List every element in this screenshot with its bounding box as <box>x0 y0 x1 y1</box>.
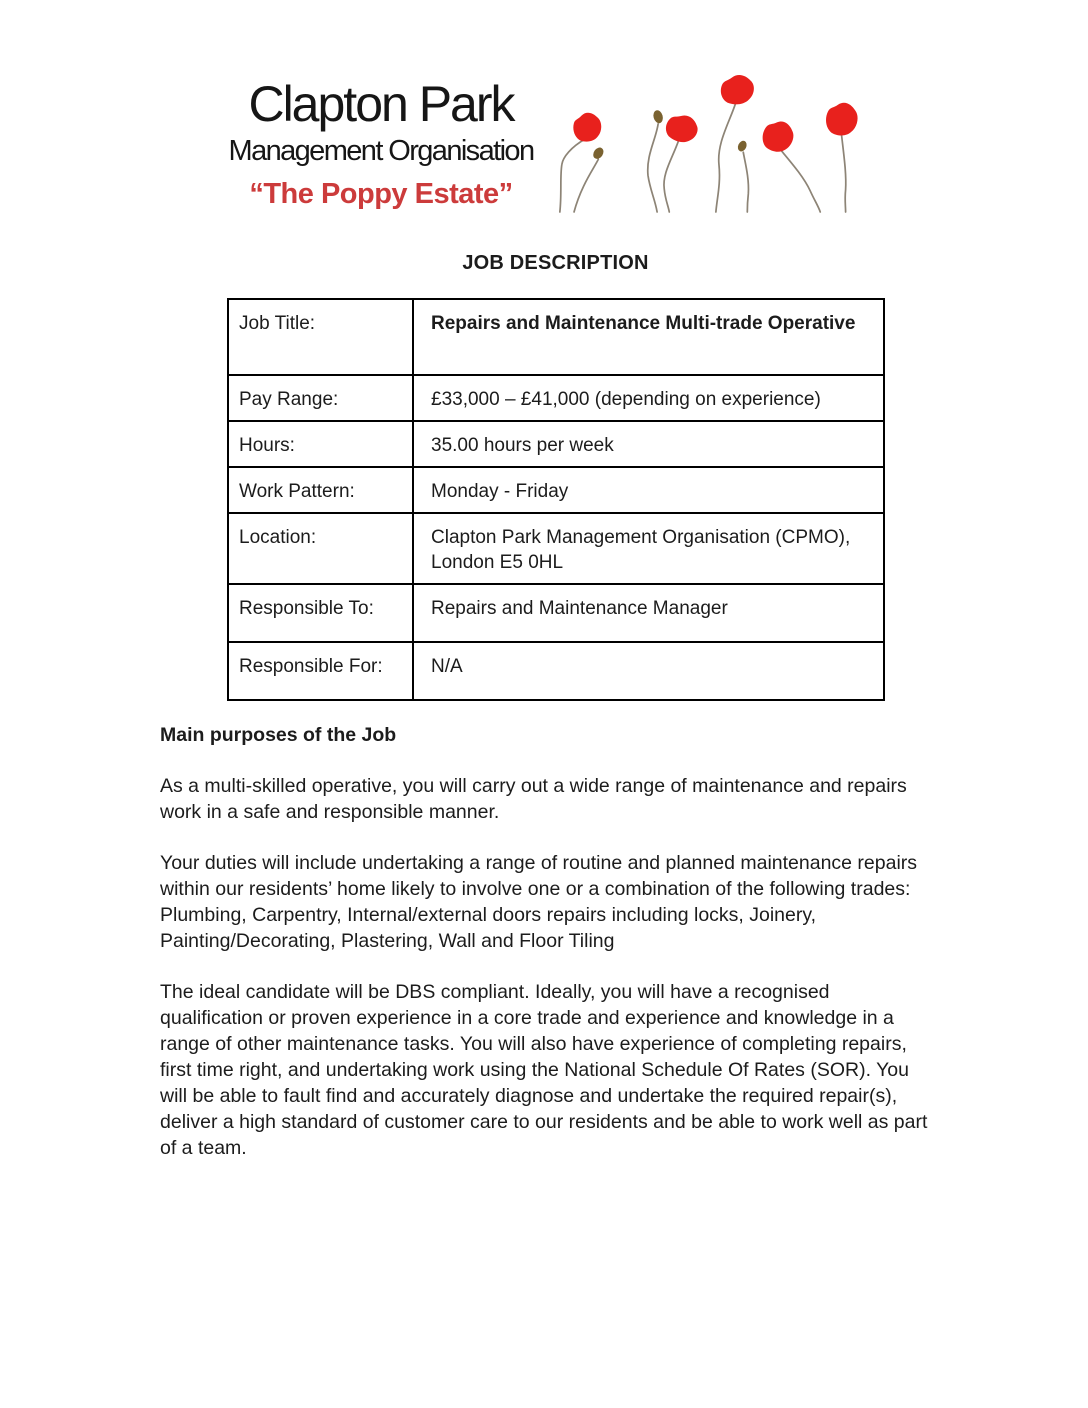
logo-subtitle: Management Organisation <box>228 134 534 167</box>
row-value: N/A <box>413 642 884 700</box>
table-row <box>228 421 884 467</box>
job-details-table <box>227 298 885 701</box>
table-row <box>228 467 884 513</box>
row-label: Pay Range: <box>228 375 413 421</box>
row-value: £33,000 – £41,000 (depending on experience) <box>413 375 884 421</box>
logo-tagline: “The Poppy Estate” <box>249 177 513 210</box>
row-label: Location: <box>228 513 413 584</box>
row-value: Monday - Friday <box>413 467 884 513</box>
row-value: Repairs and Maintenance Manager <box>413 584 884 642</box>
paragraph: The ideal candidate will be DBS compliant. Ideally, you will have a recognised qualification or proven experience in a core trade and experience and knowledge in a range of other maintenance tasks. You will also have experience of completing repairs, first time right, and undertaking work using the National Schedule Of Rates (SOR). You will be able to fault find and accurately diagnose and undertake the required repair(s), deliver a high standard of customer care to our residents and be able to work well as part of a team. <box>160 981 928 1159</box>
section-heading: Main purposes of the Job <box>160 724 397 746</box>
row-label: Responsible To: <box>228 584 413 642</box>
logo-title: Clapton Park <box>248 76 514 132</box>
row-value: Clapton Park Management Organisation (CPMO), London E5 0HL <box>413 513 884 584</box>
table-row <box>228 642 884 700</box>
row-label: Job Title: <box>228 299 413 375</box>
row-value: 35.00 hours per week <box>413 421 884 467</box>
row-label: Work Pattern: <box>228 467 413 513</box>
table-row <box>228 513 884 584</box>
main-purposes-section <box>160 722 930 1186</box>
table-row <box>228 375 884 421</box>
page-title: JOB DESCRIPTION <box>462 252 649 274</box>
poppy-stems <box>560 105 846 212</box>
table-row <box>228 299 884 375</box>
row-label: Hours: <box>228 421 413 467</box>
row-label: Responsible For: <box>228 642 413 700</box>
poppy-flowers-illustration <box>553 62 895 214</box>
poppy-blooms <box>571 74 858 155</box>
paragraph: Your duties will include undertaking a range of routine and planned maintenance repairs within our residents’ home likely to involve one or a combination of the following trades: Plumbing, Carpentry, Internal/external doors repairs including locks, Joinery, Painting/Decorating, Plastering, Wall and Floor Tiling <box>160 852 918 952</box>
org-logo <box>222 78 540 209</box>
paragraph: As a multi-skilled operative, you will carry out a wide range of maintenance and repairs work in a safe and responsible manner. <box>160 775 907 823</box>
table-row <box>228 584 884 642</box>
row-value: Repairs and Maintenance Multi-trade Operative <box>413 299 884 375</box>
